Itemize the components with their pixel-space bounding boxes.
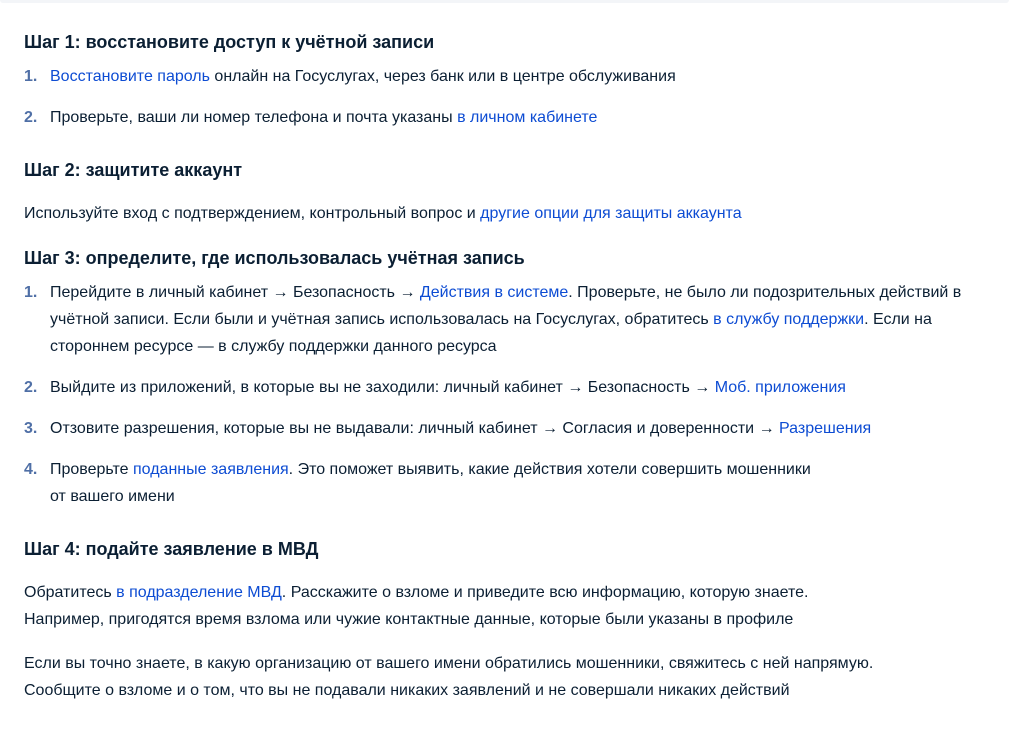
step-2-title: Шаг 2: защитите аккаунт bbox=[24, 160, 243, 180]
list-number: 1. bbox=[24, 284, 38, 301]
list-item-text: от вашего имени bbox=[50, 488, 175, 505]
restore-password-link[interactable]: Восстановите пароль bbox=[50, 68, 210, 85]
paragraph-text: Например, пригодятся время взлома или чужие контактные данные, которые были указаны в профиле bbox=[24, 611, 794, 628]
list-item-text: онлайн на Госуслугах, через банк или в центре обслуживания bbox=[209, 68, 676, 85]
list-item-text: Выйдите из приложений, в которые вы не заходили: личный кабинет → Безопасность → bbox=[50, 379, 715, 396]
list-number: 3. bbox=[24, 420, 38, 437]
list-item-text: Перейдите в личный кабинет → Безопасность → bbox=[50, 284, 420, 301]
step-4-title: Шаг 4: подайте заявление в МВД bbox=[24, 539, 319, 559]
paragraph-text: Обратитесь bbox=[24, 584, 117, 601]
paragraph-text: Сообщите о взломе и о том, что вы не подавали никаких заявлений и не совершали никаких действий bbox=[24, 682, 790, 699]
list-item-text: . Это поможет выявить, какие действия хотели совершить мошенники bbox=[288, 461, 811, 478]
step-2-section bbox=[24, 158, 979, 227]
permissions-link[interactable]: Разрешения bbox=[779, 420, 872, 437]
step-2-text bbox=[24, 200, 979, 227]
step-3-section bbox=[24, 246, 979, 510]
step-4-paragraph-1 bbox=[24, 579, 979, 633]
step-1-list bbox=[24, 63, 979, 131]
list-item-text: . Если на стороннем ресурсе — в службу поддержки данного ресурса bbox=[50, 311, 932, 355]
submitted-applications-link[interactable]: поданные заявления bbox=[133, 461, 289, 478]
step-3-title: Шаг 3: определите, где использовалась учётная запись bbox=[24, 248, 525, 268]
list-number: 2. bbox=[24, 379, 38, 396]
list-item-text: Проверьте, ваши ли номер телефона и почта указаны bbox=[50, 109, 458, 126]
list-item bbox=[24, 104, 979, 131]
list-number: 2. bbox=[24, 109, 38, 126]
list-item bbox=[24, 279, 979, 360]
mobile-apps-link[interactable]: Моб. приложения bbox=[714, 379, 846, 396]
personal-cabinet-link[interactable]: в личном кабинете bbox=[457, 109, 598, 126]
list-item bbox=[24, 415, 979, 442]
list-item-text: Проверьте bbox=[50, 461, 133, 478]
step-3-list bbox=[24, 279, 979, 510]
list-item bbox=[24, 374, 979, 401]
system-actions-link[interactable]: Действия в системе bbox=[419, 284, 569, 301]
paragraph-text: Если вы точно знаете, в какую организацию от вашего имени обратились мошенники, свяжитесь с ней напрямую. bbox=[24, 655, 874, 672]
step-1-title: Шаг 1: восстановите доступ к учётной записи bbox=[24, 32, 435, 52]
mvd-department-link[interactable]: в подразделение МВД bbox=[116, 584, 282, 601]
step-4-paragraph-2 bbox=[24, 650, 979, 704]
list-item bbox=[24, 456, 979, 510]
paragraph-text: . Расскажите о взломе и приведите всю информацию, которую знаете. bbox=[281, 584, 809, 601]
paragraph-text: Используйте вход с подтверждением, контрольный вопрос и bbox=[24, 205, 481, 222]
list-item-text: . Проверьте, не было ли подозрительных действий в учётной записи. Если были и учётная запись использовалась на Госуслугах, обратитесь bbox=[50, 284, 962, 328]
support-service-link[interactable]: в службу поддержки bbox=[713, 311, 865, 328]
list-item bbox=[24, 63, 979, 90]
step-4-section bbox=[24, 537, 979, 704]
step-1-section bbox=[24, 30, 979, 131]
list-number: 4. bbox=[24, 461, 38, 478]
list-number: 1. bbox=[24, 68, 38, 85]
account-protection-link[interactable]: другие опции для защиты аккаунта bbox=[480, 205, 742, 222]
list-item-text: Отзовите разрешения, которые вы не выдавали: личный кабинет → Согласия и доверенности → bbox=[50, 420, 780, 437]
